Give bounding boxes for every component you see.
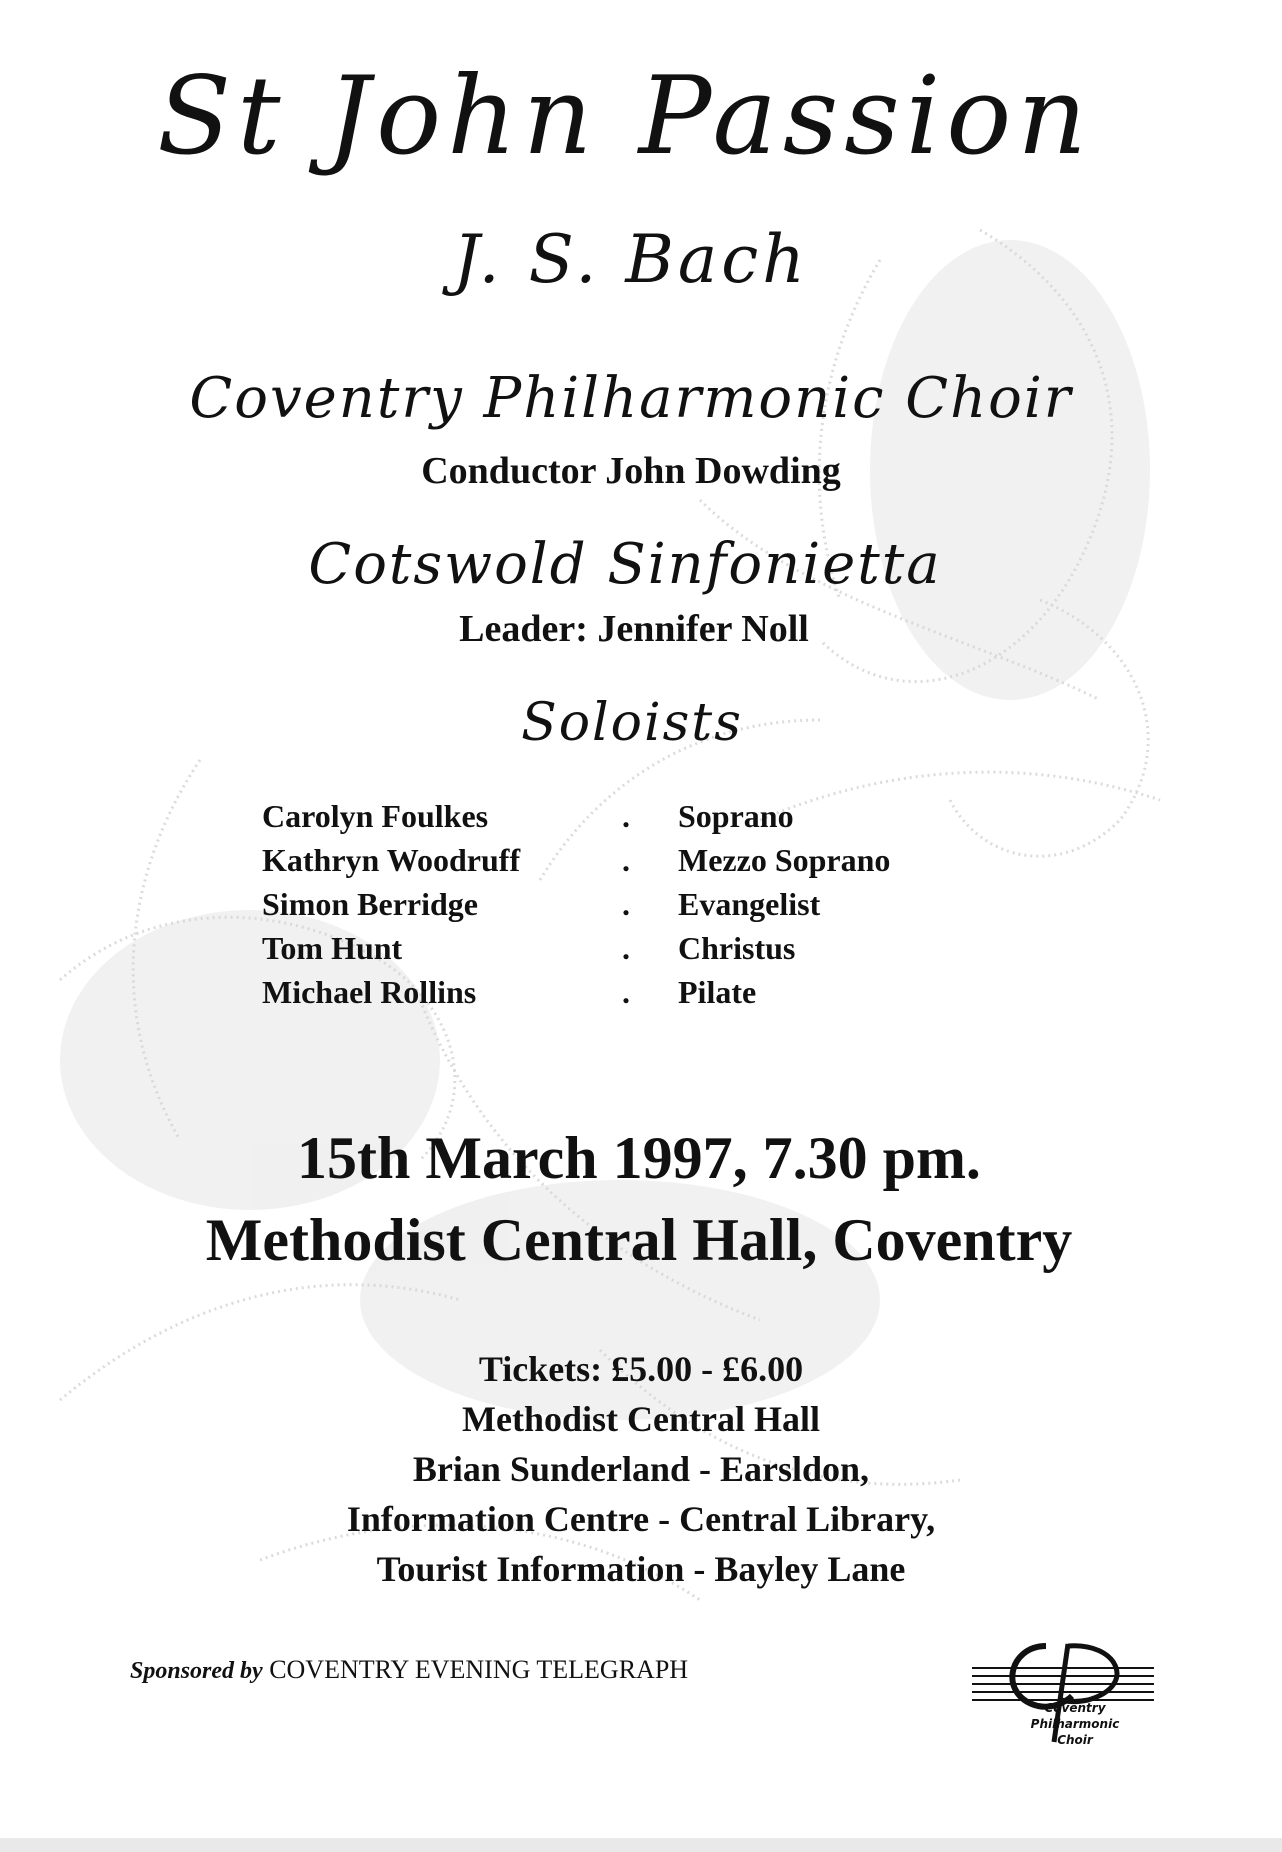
- ticket-line: Tourist Information - Bayley Lane: [376, 1549, 906, 1589]
- choir-name: Coventry Philharmonic Choir: [189, 366, 1073, 431]
- poster-title: St John Passion: [157, 54, 1093, 179]
- logo-text-line: Choir: [1057, 1733, 1093, 1747]
- ticket-line: Tickets: £5.00 - £6.00: [478, 1349, 804, 1389]
- composer-name: J. S. Bach: [453, 221, 809, 298]
- soloist-name: Michael Rollins: [262, 974, 477, 1010]
- orchestra-name: Cotswold Sinfonietta: [308, 532, 942, 597]
- logo-text-line: Philharmonic: [1030, 1717, 1120, 1731]
- soloist-separator: .: [622, 930, 630, 966]
- sponsor-prefix: Sponsored by: [130, 1658, 263, 1684]
- soloist-role: Soprano: [678, 798, 794, 834]
- soloist-name: Carolyn Foulkes: [262, 798, 489, 834]
- logo-text-line: Coventry: [1044, 1701, 1106, 1715]
- event-datetime: 15th March 1997, 7.30 pm.: [297, 1125, 981, 1191]
- soloist-role: Pilate: [678, 974, 757, 1010]
- bottom-strip: [0, 1838, 1282, 1852]
- soloist-separator: .: [622, 886, 630, 922]
- soloist-role: Christus: [678, 930, 796, 966]
- soloist-name: Kathryn Woodruff: [262, 842, 521, 878]
- sponsor-name: COVENTRY EVENING TELEGRAPH: [269, 1655, 689, 1684]
- event-venue: Methodist Central Hall, Coventry: [205, 1207, 1073, 1273]
- soloist-role: Evangelist: [678, 886, 821, 922]
- ticket-line: Brian Sunderland - Earsldon,: [412, 1449, 870, 1489]
- soloist-name: Tom Hunt: [262, 930, 403, 966]
- leader-credit: Leader: Jennifer Noll: [459, 608, 809, 650]
- ticket-line: Information Centre - Central Library,: [346, 1499, 936, 1539]
- soloist-separator: .: [622, 842, 630, 878]
- ticket-line: Methodist Central Hall: [462, 1399, 820, 1439]
- soloist-separator: .: [622, 974, 630, 1010]
- soloist-separator: .: [622, 798, 630, 834]
- sponsor-credit: [130, 1652, 688, 1689]
- soloists-heading: Soloists: [521, 693, 743, 753]
- soloist-role: Mezzo Soprano: [678, 842, 891, 878]
- conductor-credit: Conductor John Dowding: [421, 450, 841, 492]
- soloist-name: Simon Berridge: [262, 886, 478, 922]
